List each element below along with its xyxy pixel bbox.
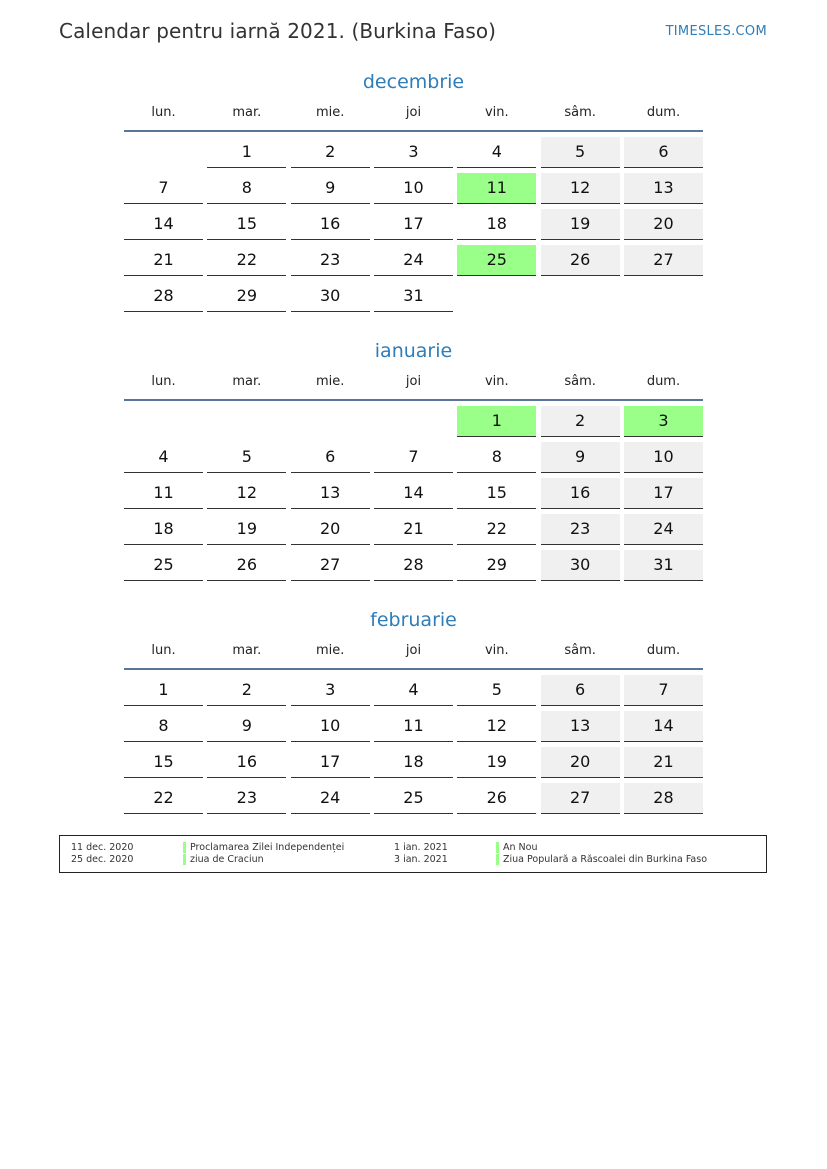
day-cell: 30 [541, 550, 620, 581]
day-cell: 19 [541, 209, 620, 240]
day-cell: 21 [374, 514, 453, 545]
day-cell: 18 [124, 514, 203, 545]
empty-cell [124, 406, 203, 437]
weekday-label: joi [405, 374, 422, 389]
legend-marker [183, 842, 186, 853]
day-cell: 25 [374, 783, 453, 814]
day-cell: 13 [624, 173, 703, 204]
day-grid [124, 137, 703, 312]
day-cell: 28 [624, 783, 703, 814]
day-cell: 18 [374, 747, 453, 778]
weekday-label: mar. [232, 105, 262, 120]
day-cell: 17 [374, 209, 453, 240]
day-cell: 27 [291, 550, 370, 581]
day-cell: 7 [624, 675, 703, 706]
month-februarie [124, 606, 703, 814]
month-decembrie [124, 68, 703, 312]
weekday-label: mie. [315, 374, 345, 389]
day-cell: 19 [457, 747, 536, 778]
weekday-label: dum. [646, 643, 681, 658]
day-cell: 12 [457, 711, 536, 742]
day-cell: 7 [374, 442, 453, 473]
day-cell: 25 [124, 550, 203, 581]
legend-marker [183, 854, 186, 865]
day-cell: 1 [124, 675, 203, 706]
day-cell: 23 [541, 514, 620, 545]
day-cell: 25 [457, 245, 536, 276]
day-grid [124, 406, 703, 581]
day-cell: 29 [207, 281, 286, 312]
legend-marker [496, 842, 499, 853]
legend-holiday-name: Proclamarea Zilei Independenței [190, 842, 345, 853]
day-cell: 15 [124, 747, 203, 778]
day-cell: 13 [541, 711, 620, 742]
day-cell: 30 [291, 281, 370, 312]
weekday-label: vin. [484, 105, 509, 120]
weekday-label: sâm. [564, 374, 596, 389]
month-ianuarie [124, 337, 703, 581]
page-title: Calendar pentru iarnă 2021. (Burkina Faso) [59, 19, 497, 43]
weekday-label: mie. [315, 643, 345, 658]
weekday-header [124, 640, 703, 670]
day-cell: 23 [207, 783, 286, 814]
empty-cell [374, 406, 453, 437]
day-cell: 11 [124, 478, 203, 509]
day-cell: 24 [374, 245, 453, 276]
empty-cell [291, 406, 370, 437]
weekday-label: dum. [646, 374, 681, 389]
day-cell: 27 [541, 783, 620, 814]
day-grid [124, 675, 703, 814]
day-cell: 10 [624, 442, 703, 473]
day-cell: 2 [207, 675, 286, 706]
day-cell: 2 [541, 406, 620, 437]
day-cell: 12 [541, 173, 620, 204]
day-cell: 22 [457, 514, 536, 545]
weekday-header [124, 371, 703, 401]
legend-marker [496, 854, 499, 865]
day-cell: 17 [291, 747, 370, 778]
weekday-label: sâm. [564, 105, 596, 120]
day-cell: 8 [124, 711, 203, 742]
day-cell: 27 [624, 245, 703, 276]
day-cell: 10 [374, 173, 453, 204]
day-cell: 8 [207, 173, 286, 204]
day-cell: 22 [207, 245, 286, 276]
empty-cell [207, 406, 286, 437]
day-cell: 11 [457, 173, 536, 204]
weekday-label: vin. [484, 374, 509, 389]
day-cell: 15 [457, 478, 536, 509]
day-cell: 6 [541, 675, 620, 706]
weekday-label: joi [405, 105, 422, 120]
day-cell: 14 [624, 711, 703, 742]
weekday-label: lun. [151, 374, 176, 389]
day-cell: 31 [374, 281, 453, 312]
weekday-label: mie. [315, 105, 345, 120]
day-cell: 7 [124, 173, 203, 204]
month-title: ianuarie [374, 340, 453, 362]
day-cell: 16 [291, 209, 370, 240]
month-title: februarie [370, 609, 457, 631]
day-cell: 21 [124, 245, 203, 276]
day-cell: 22 [124, 783, 203, 814]
day-cell: 6 [624, 137, 703, 168]
day-cell: 23 [291, 245, 370, 276]
day-cell: 1 [457, 406, 536, 437]
day-cell: 3 [374, 137, 453, 168]
day-cell: 12 [207, 478, 286, 509]
site-link[interactable]: TIMESLES.COM [665, 24, 767, 39]
day-cell: 29 [457, 550, 536, 581]
day-cell: 4 [124, 442, 203, 473]
legend-date: 3 ian. 2021 [394, 854, 448, 865]
day-cell: 31 [624, 550, 703, 581]
weekday-header [124, 102, 703, 132]
day-cell: 6 [291, 442, 370, 473]
day-cell: 5 [457, 675, 536, 706]
day-cell: 1 [207, 137, 286, 168]
day-cell: 28 [124, 281, 203, 312]
day-cell: 14 [374, 478, 453, 509]
day-cell: 3 [624, 406, 703, 437]
day-cell: 19 [207, 514, 286, 545]
day-cell: 20 [624, 209, 703, 240]
day-cell: 16 [541, 478, 620, 509]
weekday-label: lun. [151, 643, 176, 658]
day-cell: 18 [457, 209, 536, 240]
day-cell: 9 [291, 173, 370, 204]
day-cell: 9 [207, 711, 286, 742]
day-cell: 16 [207, 747, 286, 778]
day-cell: 11 [374, 711, 453, 742]
weekday-label: joi [405, 643, 422, 658]
day-cell: 5 [541, 137, 620, 168]
day-cell: 3 [291, 675, 370, 706]
day-cell: 20 [291, 514, 370, 545]
day-cell: 17 [624, 478, 703, 509]
weekday-label: vin. [484, 643, 509, 658]
weekday-label: mar. [232, 374, 262, 389]
day-cell: 24 [624, 514, 703, 545]
day-cell: 26 [457, 783, 536, 814]
weekday-label: dum. [646, 105, 681, 120]
day-cell: 8 [457, 442, 536, 473]
day-cell: 28 [374, 550, 453, 581]
weekday-label: lun. [151, 105, 176, 120]
month-title: decembrie [362, 71, 465, 93]
weekday-label: sâm. [564, 643, 596, 658]
day-cell: 20 [541, 747, 620, 778]
day-cell: 4 [374, 675, 453, 706]
holiday-legend [59, 835, 767, 873]
legend-date: 1 ian. 2021 [394, 842, 448, 853]
legend-date: 25 dec. 2020 [71, 854, 134, 865]
day-cell: 10 [291, 711, 370, 742]
day-cell: 13 [291, 478, 370, 509]
day-cell: 5 [207, 442, 286, 473]
day-cell: 15 [207, 209, 286, 240]
day-cell: 2 [291, 137, 370, 168]
legend-holiday-name: Ziua Populară a Răscoalei din Burkina Faso [503, 854, 708, 865]
legend-date: 11 dec. 2020 [71, 842, 134, 853]
empty-cell [124, 137, 203, 168]
day-cell: 21 [624, 747, 703, 778]
day-cell: 9 [541, 442, 620, 473]
day-cell: 14 [124, 209, 203, 240]
legend-holiday-name: An Nou [503, 842, 538, 853]
day-cell: 4 [457, 137, 536, 168]
day-cell: 26 [541, 245, 620, 276]
day-cell: 26 [207, 550, 286, 581]
day-cell: 24 [291, 783, 370, 814]
legend-holiday-name: ziua de Craciun [190, 854, 264, 865]
weekday-label: mar. [232, 643, 262, 658]
